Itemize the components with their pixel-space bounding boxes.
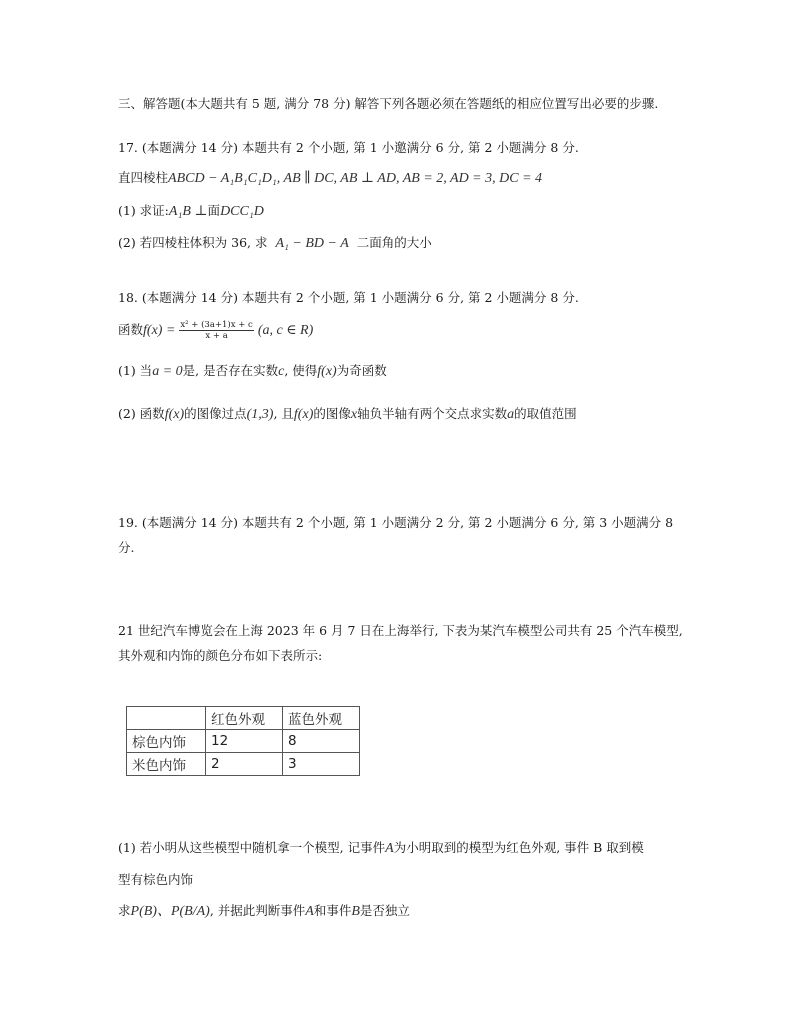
q18-frac-den: x + a [205,331,228,341]
q18-frac-num: x² + (3a+1)x + c [180,320,253,330]
q18-stem [118,320,313,341]
q19-p1-text-d: , 并据此判断事件 [209,903,306,918]
q19-part1-line3 [118,900,410,920]
q17-p1-label: (1) 求证: [118,203,169,218]
q18-p2-math-x: x [350,407,358,422]
q17-stem [118,168,542,187]
q18-f-cond: (a, c ∈ R) [257,323,314,338]
q18-p1-text-c: , 使得 [284,363,318,378]
q18-p1-text-b: 是, 是否存在实数 [182,363,279,378]
q19-p1-math-a: A [385,841,394,856]
q17-part2 [118,233,432,252]
q17-p1-math: A₁B ⊥ [168,204,208,219]
table-cell: 2 [206,753,283,776]
q17-header: 17. (本题满分 14 分) 本题共有 2 个小题, 第 1 小邀满分 6 分, 第 2 小题满分 8 分. [118,140,579,155]
table-cell: 3 [283,753,360,776]
q18-p2-math-f2: f(x) [293,407,314,422]
q17-p2-math: A₁ − BD − A [275,236,349,251]
q17-p1-math2: DCC₁D [220,204,264,219]
table-row [127,753,360,776]
q18-p1-text-a: (1) 当 [118,363,153,378]
q17-stem-math: ABCD − A₁B₁C₁D₁, AB ∥ DC, AB ⊥ AD, AB = 2, AD = 3, DC = 4 [168,171,543,186]
q17-part1 [118,201,264,220]
q19-p1-text-c: 求 [118,903,131,918]
q19-p1-math-eventA: A [305,904,314,919]
table-header-cell: 蓝色外观 [283,707,360,730]
q18-p1-text-d: 为奇函数 [336,363,387,378]
q18-p1-math-a: a = 0 [152,364,183,379]
q18-p2-math-a: a [507,407,515,422]
q17-stem-text: 直四棱柱 [118,170,169,185]
q18-stem-text: 函数 [118,322,144,337]
q19-intro: 21 世纪汽车博览会在上海 2023 年 6 月 7 日在上海举行, 下表为某汽车模型公司共有 25 个汽车模型, 其外观和内饰的颜色分布如下表所示: [118,623,683,663]
q18-p2-text-d: 的图像 [313,406,351,421]
q18-p2-text-f: 的取值范围 [514,406,577,421]
color-distribution-table [126,706,360,776]
q18-f-lhs: f(x) = [143,323,176,338]
q19-part1-line2: 型有棕色内饰 [118,872,194,887]
q19-p1-text-e: 和事件 [313,903,352,918]
q18-p2-text-b: 的图像过点 [184,406,247,421]
q18-p2-math-point: (1,3) [246,407,274,422]
q19-p1-text-a: (1) 若小明从这些模型中随机拿一个模型, 记事件 [118,840,386,855]
q18-part2 [118,404,577,423]
q17-p1-mid: 面 [207,203,221,218]
q18-p2-math-f1: f(x) [164,407,185,422]
q18-p1-math-f: f(x) [317,364,337,379]
q18-part1 [118,361,387,380]
table-header-cell [127,707,206,730]
q19-p1-math-prob: P(B)、P(B/A) [130,904,210,919]
table-row [127,730,360,753]
table-header-cell: 红色外观 [206,707,283,730]
q17-p2-suffix: 二面角的大小 [356,235,432,250]
table-cell: 米色内饰 [127,753,206,776]
table-cell: 8 [283,730,360,753]
q19-p1-math-eventB: B [351,904,360,919]
section-header: 三、解答题(本大题共有 5 题, 满分 78 分) 解答下列各题必须在答题纸的相应位置写出必要的步骤. [118,96,659,111]
q19-p1-text-b: 为小明取到的模型为红色外观, 事件 B 取到模 [393,840,644,855]
q18-p2-text-e: 轴负半轴有两个交点求实数 [357,406,508,421]
q19-header: 19. (本题满分 14 分) 本题共有 2 个小题, 第 1 小题满分 2 分, 第 2 小题满分 6 分, 第 3 小题满分 8 分. [118,515,674,555]
q18-p2-text-c: , 且 [273,406,294,421]
q18-header: 18. (本题满分 14 分) 本题共有 2 个小题, 第 1 小题满分 6 分, 第 2 小题满分 8 分. [118,290,579,305]
q18-fraction [179,320,253,341]
q18-p2-text-a: (2) 函数 [118,406,165,421]
table-cell: 棕色内饰 [127,730,206,753]
table-header-row [127,707,360,730]
q17-p2-label: (2) 若四棱柱体积为 36, 求 [118,235,268,250]
q18-p1-math-c: c [278,364,285,379]
table-cell: 12 [206,730,283,753]
q19-p1-text-f: 是否独立 [359,903,410,918]
q19-part1-line1 [118,838,644,857]
